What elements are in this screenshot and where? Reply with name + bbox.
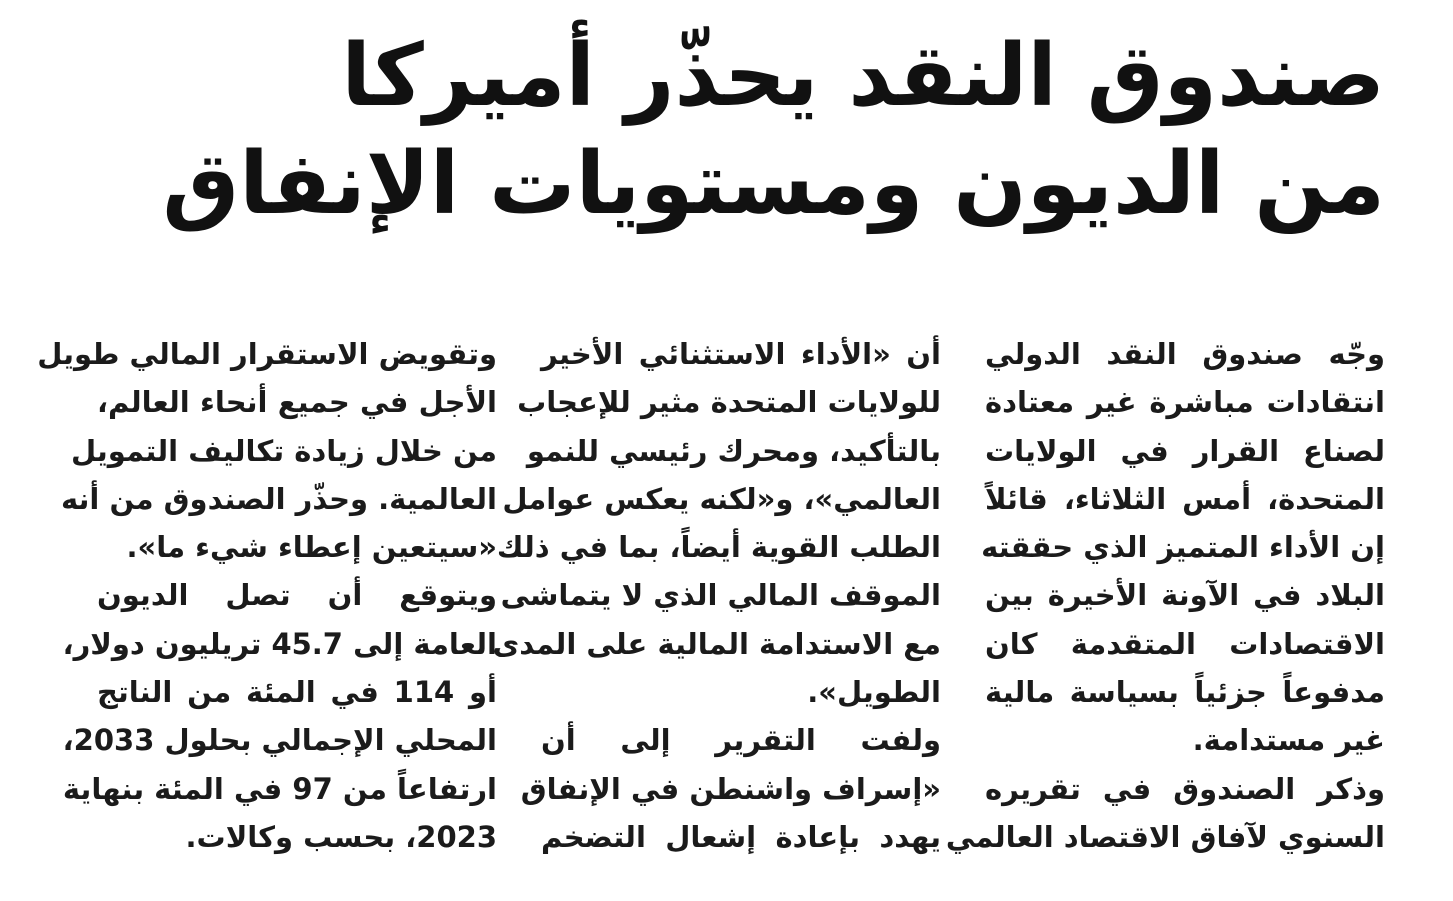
column-2-line-11: يهدد بإعادة إشعال التضخم xyxy=(541,819,941,854)
column-2-line-8: الطويل». xyxy=(807,675,941,710)
column-3-line-10: ارتفاعاً من 97 في المئة بنهاية xyxy=(62,771,497,806)
column-3-line-2: الأجل في جميع أنحاء العالم، xyxy=(97,385,497,420)
column-3-line-11: 2023، بحسب وكالات. xyxy=(185,819,497,854)
article-column-1 xyxy=(945,330,1385,861)
column-2-line-2: للولايات المتحدة مثير للإعجاب xyxy=(517,385,941,420)
column-2-line-5: الطلب القوية أيضاً، بما في ذلك xyxy=(496,530,941,565)
column-1-line-6: البلاد في الآونة الأخيرة بين xyxy=(985,578,1385,613)
column-3-line-7: العامة إلى 45.7 تريليون دولار، xyxy=(62,626,497,661)
column-3-line-5: «سيتعين إعطاء شيء ما». xyxy=(126,530,497,565)
column-1-line-11: السنوي لآفاق الاقتصاد العالمي xyxy=(945,819,1385,854)
column-3-line-1: وتقويض الاستقرار المالي طويل xyxy=(37,337,497,371)
column-3-line-3: من خلال زيادة تكاليف التمويل xyxy=(71,433,497,468)
column-1-line-4: المتحدة، أمس الثلاثاء، قائلاً xyxy=(985,481,1385,516)
column-1-line-10: وذكر الصندوق في تقريره xyxy=(985,771,1385,806)
article-column-3 xyxy=(37,330,497,861)
headline-line-2: من الديون ومستويات الإنفاق xyxy=(162,134,1385,234)
article-column-2 xyxy=(492,330,941,861)
column-3-line-6: ويتوقع أن تصل الديون xyxy=(97,578,497,613)
column-1-line-8: مدفوعاً جزئياً بسياسة مالية xyxy=(985,675,1385,710)
column-1-line-5: إن الأداء المتميز الذي حققته xyxy=(981,530,1385,565)
column-3-line-4: العالمية. وحذّر الصندوق من أنه xyxy=(60,481,497,516)
column-2-line-1: أن «الأداء الاستثنائي الأخير xyxy=(541,337,941,371)
column-3-line-9: المحلي الإجمالي بحلول 2033، xyxy=(62,723,497,758)
column-1-line-2: انتقادات مباشرة غير معتادة xyxy=(985,385,1385,420)
column-2-line-4: العالمي»، و«لكنه يعكس عوامل xyxy=(502,481,941,516)
headline-line-1: صندوق النقد يحذّر أميركا xyxy=(341,26,1385,126)
headline xyxy=(162,22,1385,238)
column-1-line-3: لصناع القرار في الولايات xyxy=(985,433,1385,468)
column-1-line-7: الاقتصادات المتقدمة كان xyxy=(985,626,1385,661)
column-2-line-3: بالتأكيد، ومحرك رئيسي للنمو xyxy=(526,433,941,468)
column-2-line-6: الموقف المالي الذي لا يتماشى xyxy=(500,578,941,613)
column-1-line-9: غير مستدامة. xyxy=(1192,723,1385,758)
column-3-line-8: أو 114 في المئة من الناتج xyxy=(97,675,497,710)
column-2-line-10: «إسراف واشنطن في الإنفاق xyxy=(520,771,941,806)
column-1-line-1: وجّه صندوق النقد الدولي xyxy=(985,337,1385,371)
column-2-line-7: مع الاستدامة المالية على المدى xyxy=(492,626,941,661)
column-2-line-9: ولفت التقرير إلى أن xyxy=(541,723,941,758)
